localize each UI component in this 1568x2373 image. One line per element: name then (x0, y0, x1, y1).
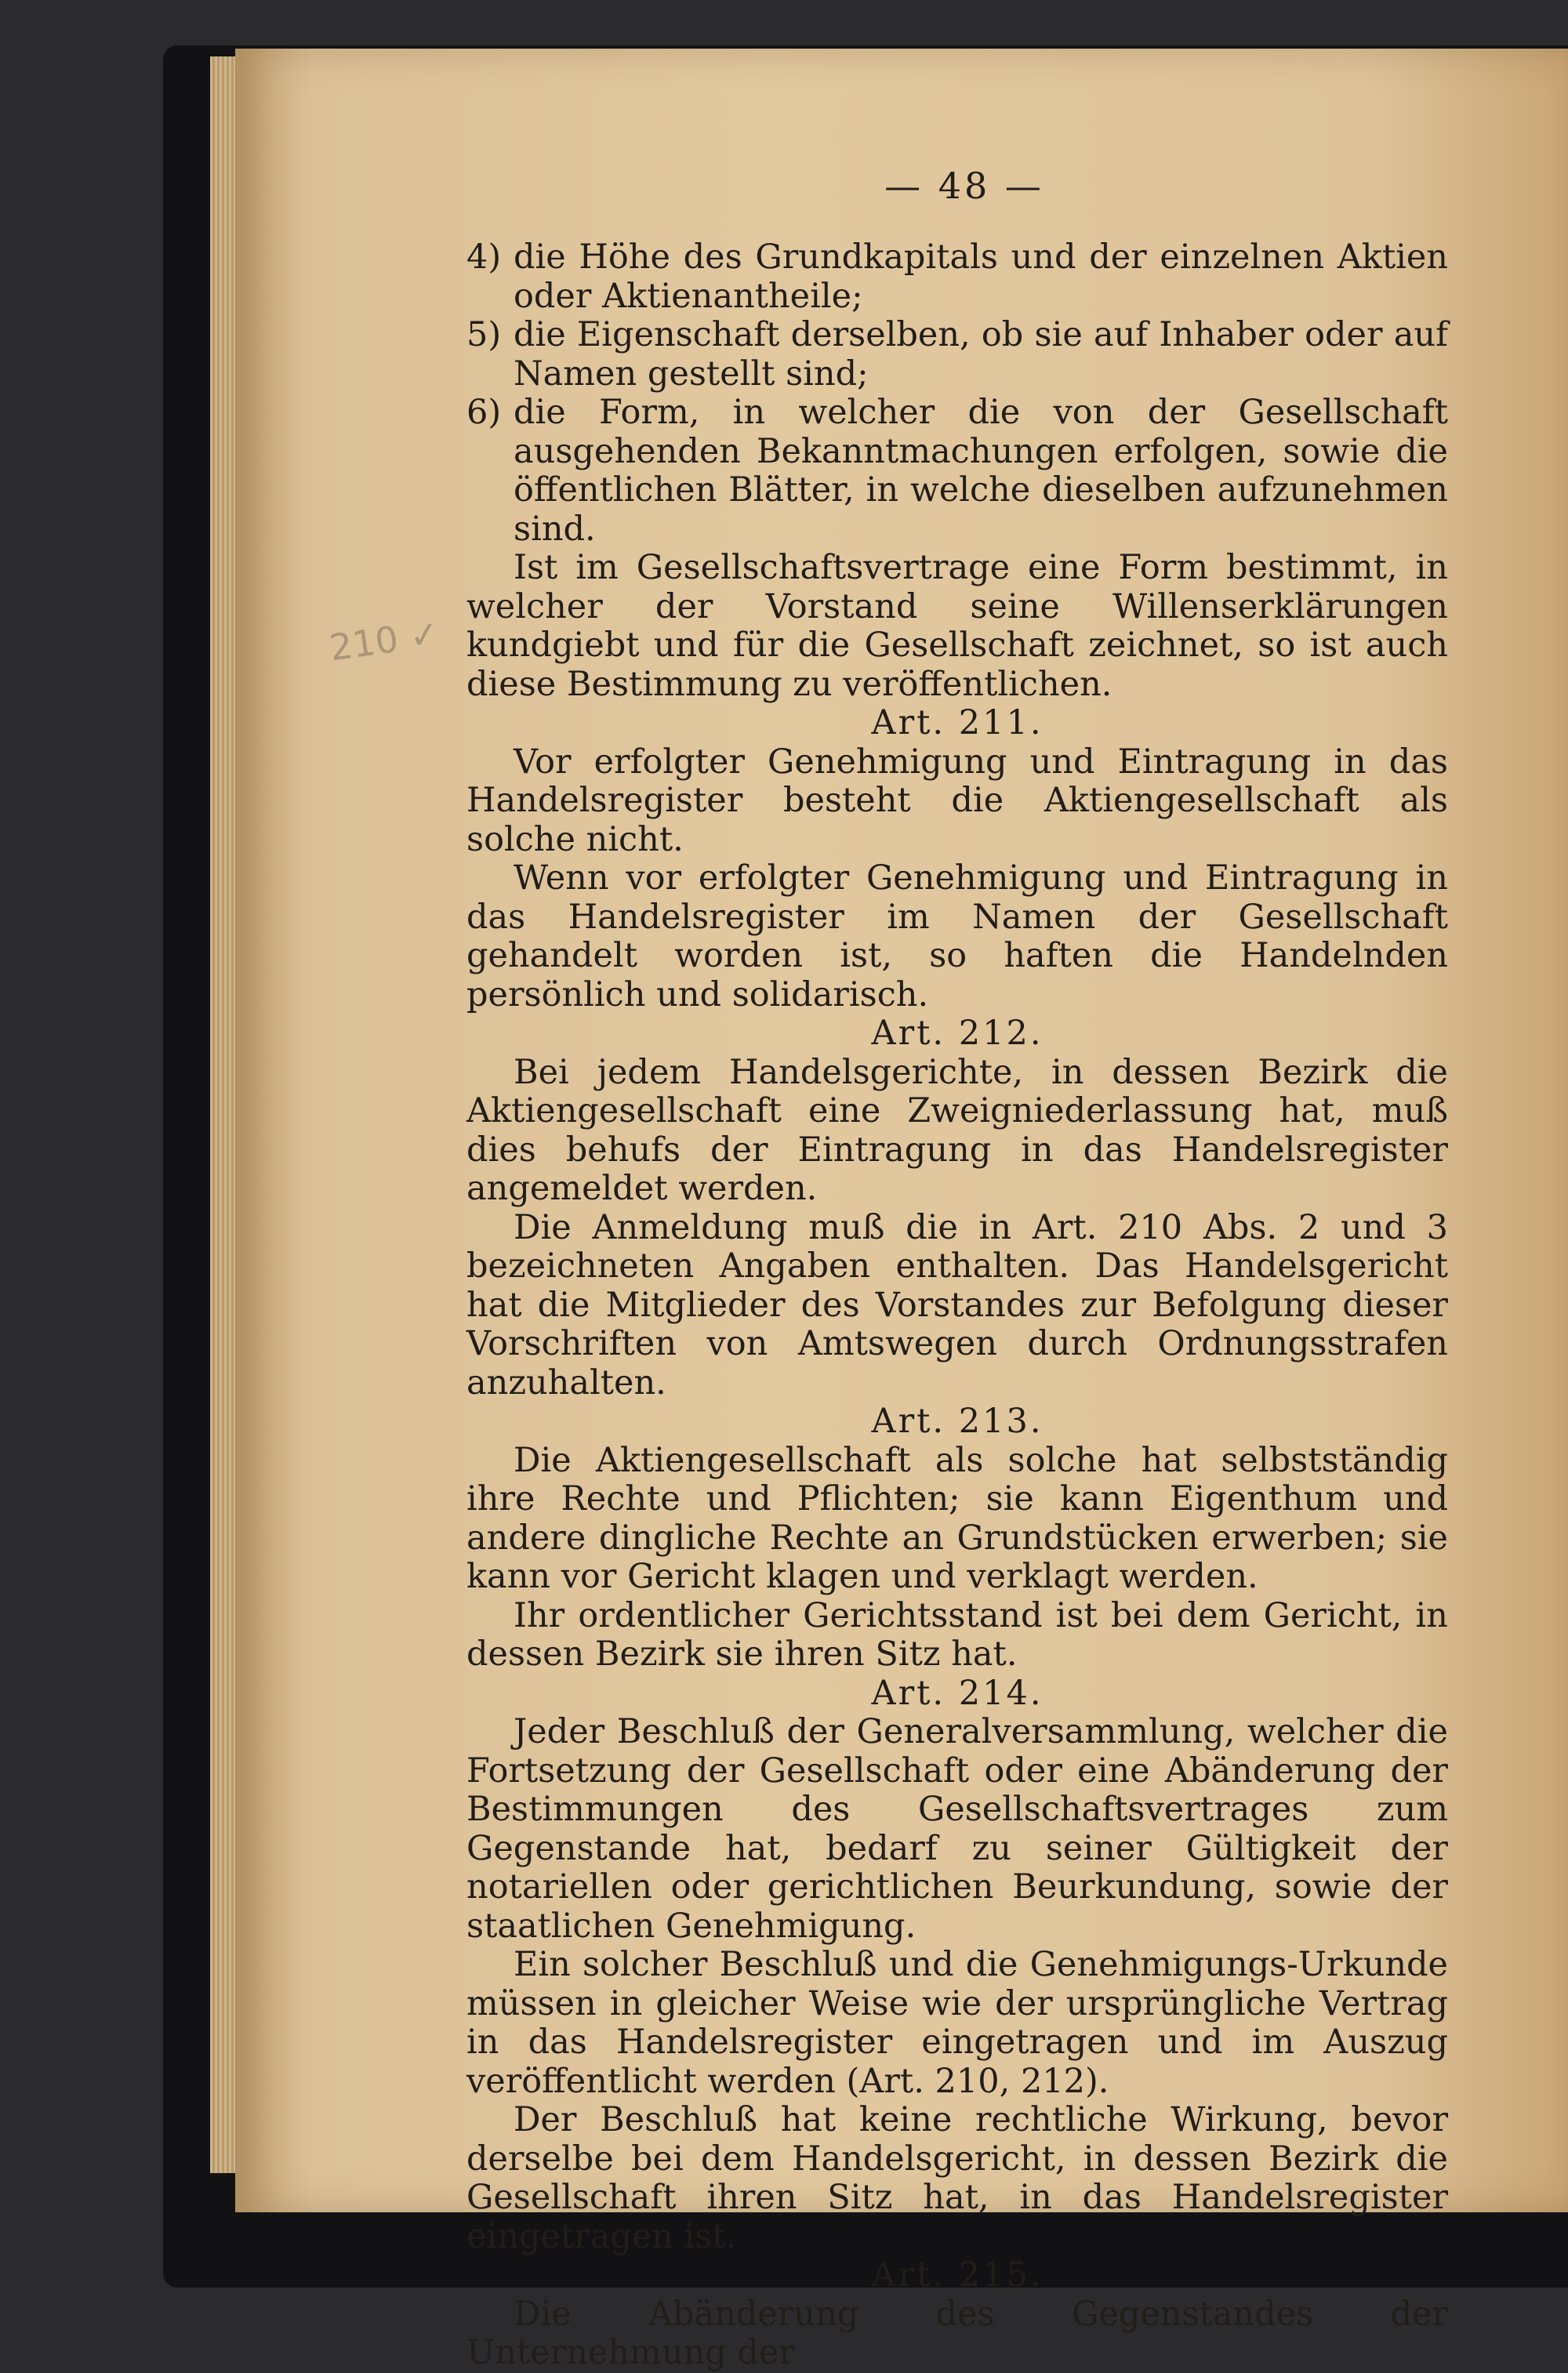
page-text (466, 157, 1448, 2373)
article-heading: Art. 211. (871, 703, 1044, 742)
paragraph: Die Aktiengesellschaft als solche hat selbstständig ihre Rechte und Pflichten; sie kann Eigenthum und andere dingliche Rechte an Grundstücken erwerben; sie kann vor Gericht klagen und verklagt werden. (466, 1440, 1448, 1596)
paragraph: Jeder Beschluß der Generalversammlung, welcher die Fortsetzung der Gesellschaft oder eine Abänderung der Bestimmungen des Gesellschaftsvertrages zum Gegenstande hat, bedarf zu seiner Gültigkeit der notariellen oder gerichtlichen Beurkundung, sowie der staatlichen Genehmigung. (466, 1712, 1448, 1946)
list-text: die Eigenschaft derselben, ob sie auf Inhaber oder auf Namen gestellt sind; (514, 315, 1448, 394)
list-item (466, 316, 1448, 394)
pencil-annotation: 210 ✓ (326, 611, 443, 669)
article-heading: Art. 212. (871, 1014, 1044, 1053)
list-item (466, 394, 1448, 549)
list-text: die Höhe des Grundkapitals und der einzelnen Aktien oder Aktienantheile; (514, 238, 1448, 316)
paragraph: Bei jedem Handelsgerichte, in dessen Bezirk die Aktiengesellschaft eine Zweigniederlassung hat, muß dies behufs der Eintragung in das Handelsregister angemeldet werden. (466, 1052, 1448, 1208)
paragraph: Die Abänderung des Gegenstandes der Unternehmung der (466, 2294, 1448, 2372)
article-heading: Art. 213. (871, 1402, 1044, 1441)
list-number: 5) (466, 315, 502, 354)
paragraph: Die Anmeldung muß die in Art. 210 Abs. 2 und 3 bezeichneten Angaben enthalten. Das Handelsgericht hat die Mitglieder des Vorstandes zur Befolgung dieser Vorschriften von Amtswegen durch Ordnungsstrafen anzuhalten. (466, 1207, 1448, 1402)
list-number: 4) (466, 238, 502, 277)
list-number: 6) (466, 393, 502, 432)
paragraph: Ihr ordentlicher Gerichtsstand ist bei dem Gericht, in dessen Bezirk sie ihren Sitz hat. (466, 1595, 1448, 1674)
article-heading: Art. 215. (871, 2255, 1044, 2295)
page-number: — 48 — (884, 165, 1044, 207)
paragraph: Der Beschluß hat keine rechtliche Wirkung, bevor derselbe bei dem Handelsgericht, in dessen Bezirk die Gesellschaft ihren Sitz hat, in das Handelsregister eingetragen ist. (466, 2100, 1448, 2256)
paragraph: Vor erfolgter Genehmigung und Eintragung in das Handelsregister besteht die Aktiengesellschaft als solche nicht. (466, 742, 1448, 859)
list-text: die Form, in welcher die von der Gesellschaft ausgehenden Bekanntmachungen erfolgen, sowie die öffentlichen Blätter, in welche dieselben aufzunehmen sind. (514, 393, 1448, 549)
paragraph: Wenn vor erfolgter Genehmigung und Eintragung in das Handelsregister im Namen der Gesellschaft gehandelt worden ist, so haften die Handelnden persönlich und solidarisch. (466, 858, 1448, 1014)
list-item (466, 238, 1448, 316)
article-heading: Art. 214. (871, 1673, 1044, 1713)
paragraph: Ein solcher Beschluß und die Genehmigungs-Urkunde müssen in gleicher Weise wie der ursprüngliche Vertrag in das Handelsregister eingetragen und im Auszug veröffentlicht werden (Art. 210, 212). (466, 1945, 1448, 2101)
paragraph: Ist im Gesellschaftsvertrage eine Form bestimmt, in welcher der Vorstand seine Willenserklärungen kundgiebt und für die Gesellschaft zeichnet, so ist auch diese Bestimmung zu veröffentlichen. (466, 548, 1448, 704)
